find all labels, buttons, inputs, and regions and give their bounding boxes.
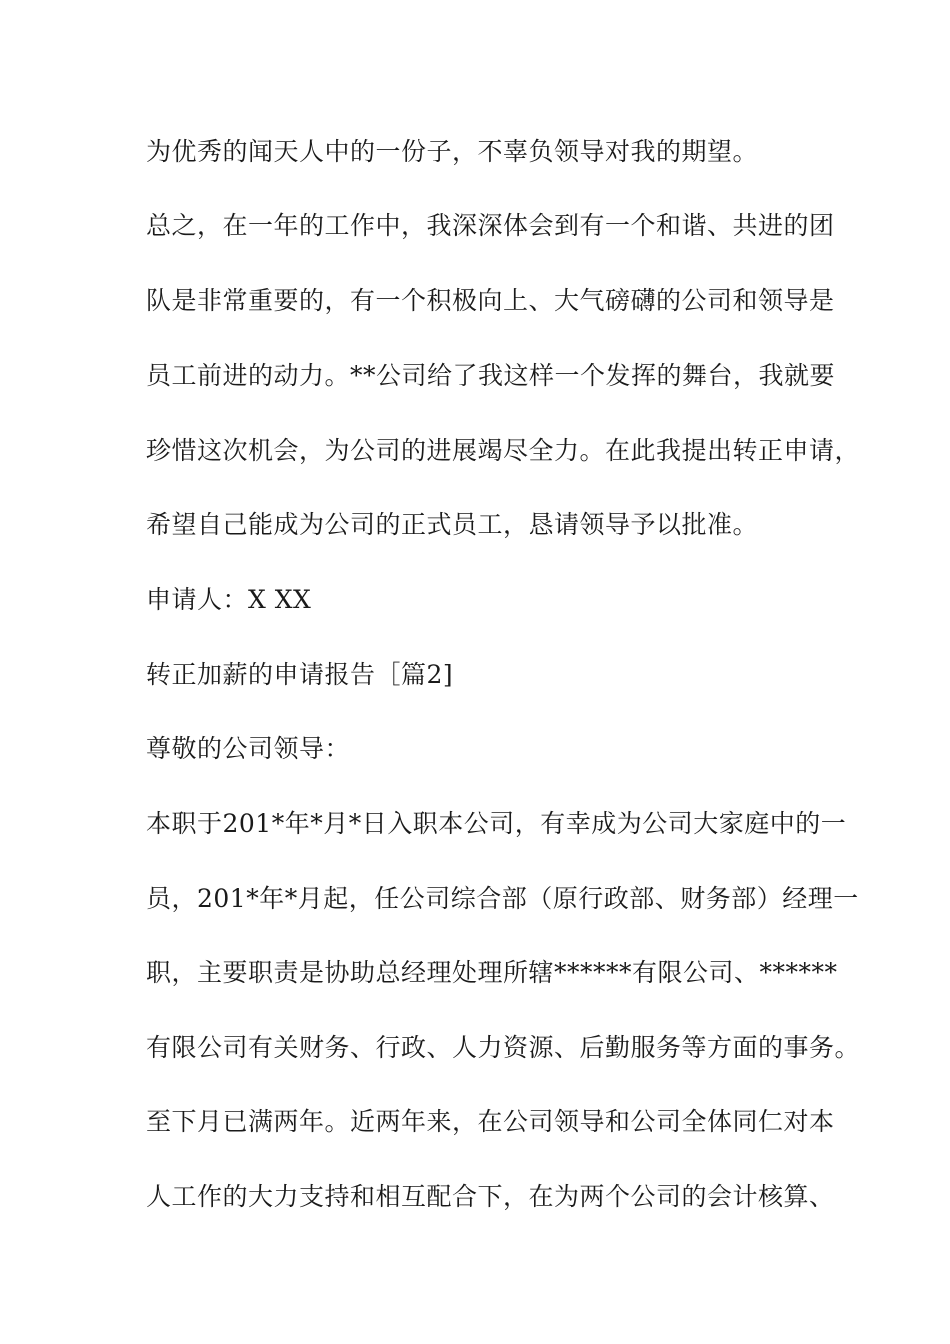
text-line: 队是非常重要的，有一个积极向上、大气磅礴的公司和领导是: [146, 286, 835, 315]
text-line: 本职于201*年*月*日入职本公司，有幸成为公司大家庭中的一: [146, 809, 847, 838]
text-line: 有限公司有关财务、行政、人力资源、后勤服务等方面的事务。: [146, 1033, 861, 1062]
text-line: 总之，在一年的工作中，我深深体会到有一个和谐、共进的团: [146, 211, 835, 240]
text-line: 希望自己能成为公司的正式员工，恳请领导予以批准。: [146, 510, 759, 539]
text-line: 员，201*年*月起，任公司综合部（原行政部、财务部）经理一: [146, 884, 859, 913]
text-line: 职，主要职责是协助总经理处理所辖******有限公司、******: [146, 958, 838, 987]
section-title: 转正加薪的申请报告［篇2]: [146, 660, 454, 689]
text-line: 珍惜这次机会，为公司的进展竭尽全力。在此我提出转正申请，: [146, 436, 861, 465]
text-line: 为优秀的闻天人中的一份子，不辜负领导对我的期望。: [146, 137, 759, 166]
text-line: 员工前进的动力。**公司给了我这样一个发挥的舞台，我就要: [146, 361, 836, 390]
salutation: 尊敬的公司领导：: [146, 734, 351, 763]
applicant-line: 申请人：X XX: [146, 585, 312, 614]
text-line: 至下月已满两年。近两年来，在公司领导和公司全体同仁对本: [146, 1107, 835, 1136]
text-line: 人工作的大力支持和相互配合下，在为两个公司的会计核算、: [146, 1182, 835, 1211]
